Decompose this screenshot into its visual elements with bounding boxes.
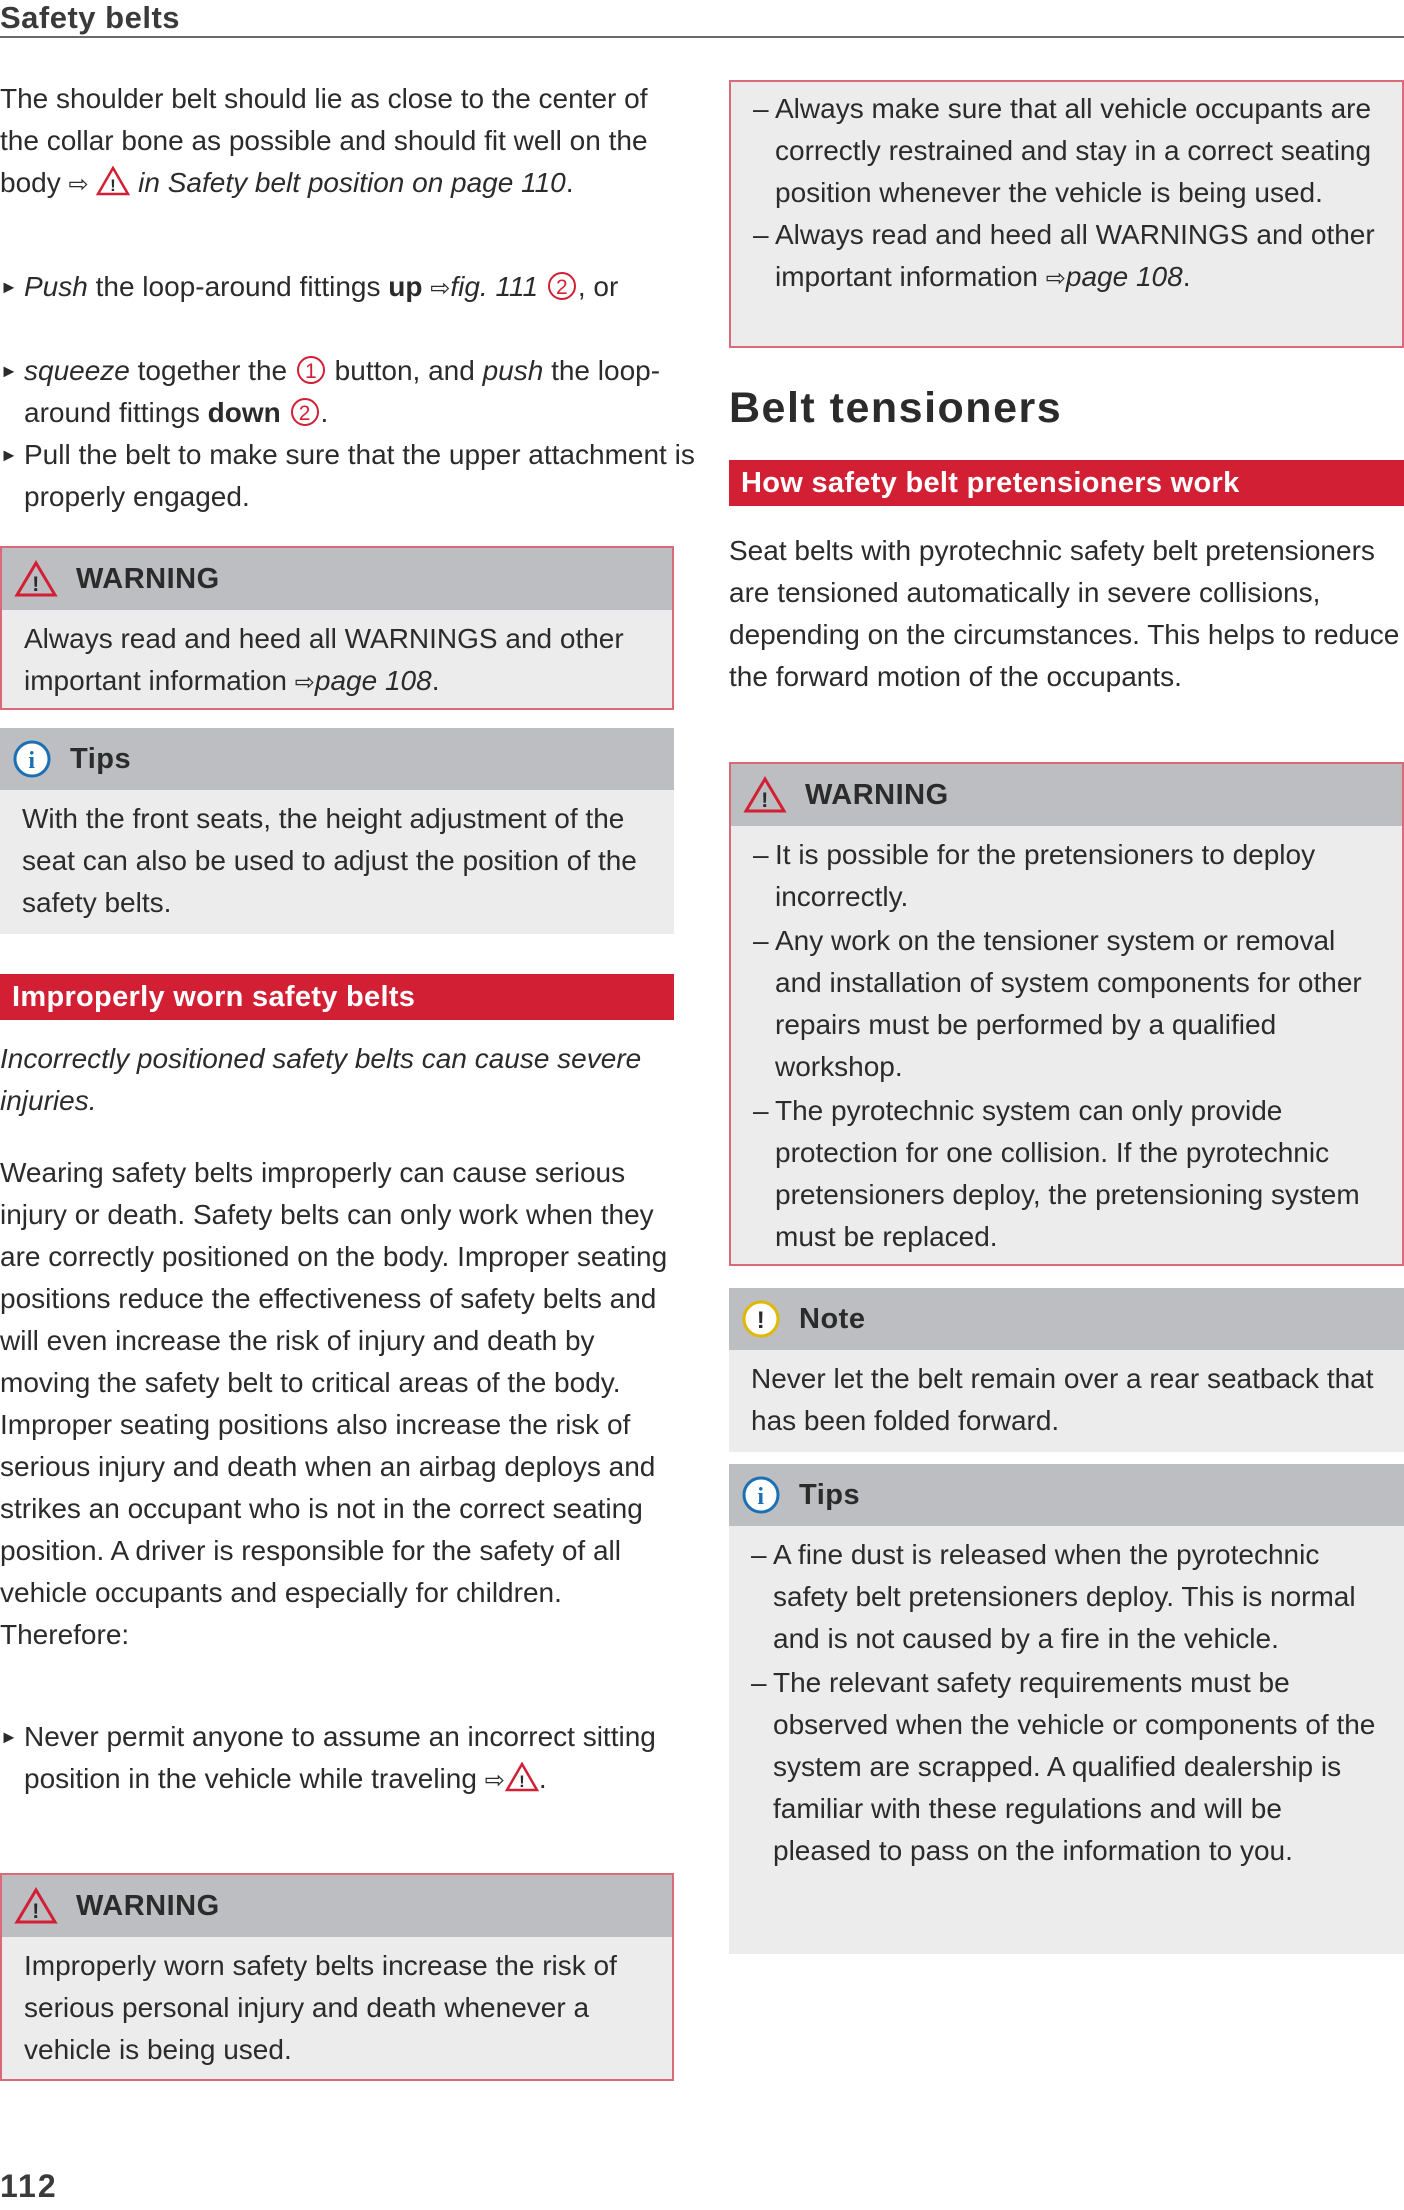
step1-verb: Push: [24, 271, 88, 302]
tips-title: Tips: [70, 742, 132, 775]
cont-item2-text: Always read and heed all WARNINGS and other important information: [775, 219, 1375, 292]
warning-triangle-icon: [14, 1887, 58, 1925]
step2-text2: button, and: [326, 355, 483, 386]
tips-box-body: [729, 1526, 1404, 1882]
list-item: – It is possible for the pretensioners to deploy incorrectly.: [753, 839, 1316, 912]
step2-text: together the: [129, 355, 295, 386]
note-text: Never let the belt remain over a rear seatback that has been folded forward.: [751, 1363, 1374, 1436]
svg-text:!: !: [110, 176, 117, 195]
step2-verb2: push: [482, 355, 544, 386]
list-item: – Always make sure that all vehicle occupants are correctly restrained and stay in a correct seating position whenever the vehicle is being used.: [753, 93, 1372, 208]
warning-triangle-icon: [505, 1762, 539, 1792]
warning-box-2: [0, 1873, 674, 2081]
warning-item-text: Any work on the tensioner system or removal and installation of system components for other repairs must be performed by a qualified workshop.: [775, 925, 1362, 1082]
warning-title: WARNING: [805, 778, 949, 811]
tips-text: With the front seats, the height adjustment of the seat can also be used to adjust the position of the safety belts.: [22, 803, 637, 918]
svg-text:!: !: [756, 1307, 766, 1334]
tips-item-text: A fine dust is released when the pyrotechnic safety belt pretensioners deploy. This is normal and is not caused by a fire in the vehicle.: [773, 1539, 1356, 1654]
cont-page-ref[interactable]: page 108: [1065, 261, 1183, 292]
warning1-end: .: [431, 665, 440, 696]
svg-text:i: i: [757, 1484, 765, 1510]
step2-post: .: [320, 397, 329, 428]
section-title-improper: Improperly worn safety belts: [0, 974, 674, 1020]
warning-continued-box: [729, 80, 1404, 348]
callout-2-icon: 2: [291, 398, 319, 426]
warning-triangle-icon: [743, 776, 787, 814]
never-permit-bullet: ► Never permit anyone to assume an incorrect sitting position in the vehicle while traveling ⇨ ! .: [0, 1716, 698, 1802]
tips-box-header: [729, 1464, 1404, 1526]
caution-circle-icon: [741, 1299, 781, 1339]
info-icon: [12, 739, 52, 779]
ref-arrow-icon: ⇨: [1045, 265, 1066, 292]
list-item: – Any work on the tensioner system or removal and installation of system components for other repairs must be performed by a qualified workshop.: [753, 925, 1362, 1082]
intro-paragraph: [0, 78, 674, 206]
warning1-text: Always read and heed all WARNINGS and other important information: [24, 623, 624, 696]
step3-text: Pull the belt to make sure that the upper attachment is properly engaged.: [24, 439, 695, 512]
cont-item1-text: Always make sure that all vehicle occupants are correctly restrained and stay in a correct seating position whenever the vehicle is being used.: [775, 93, 1372, 208]
svg-text:!: !: [518, 1772, 525, 1791]
warning-triangle-icon: [14, 560, 58, 598]
header-rule: [0, 36, 1404, 38]
bullet-text: Never permit anyone to assume an incorrect sitting position in the vehicle while traveling: [24, 1721, 656, 1794]
tips-box-body: [0, 790, 674, 934]
intro-text: The shoulder belt should lie as close to the center of the collar bone as possible and should fit well on the body: [0, 83, 648, 198]
step1-post: , or: [577, 271, 619, 302]
warning-item-text: It is possible for the pretensioners to deploy incorrectly.: [775, 839, 1316, 912]
step1-text: the loop-around fittings: [87, 271, 389, 302]
svg-text:!: !: [32, 1900, 40, 1923]
list-item: – Always read and heed all WARNINGS and other important information ⇨page 108.: [753, 219, 1375, 292]
section-body: Wearing safety belts improperly can cause serious injury or death. Safety belts can only work when they are correctly positioned on the body. Improper seating positions reduce the effectiveness of safety belts and will even increase the risk of injury and death by moving the safety belt to critical areas of the body. Improper seating positions also increase the risk of serious injury and death when an airbag deploys and strikes an occupant who is not in the correct seating position. A driver is responsible for the safety of all vehicle occupants and especially for children. Therefore:: [0, 1157, 668, 1650]
cont-end: .: [1182, 261, 1191, 292]
ref-arrow-icon: ⇨: [294, 669, 315, 696]
tips-box-right: [729, 1464, 1404, 1954]
bullet-arrow-icon: ►: [0, 1727, 18, 1747]
bullet-arrow-icon: ►: [0, 277, 18, 297]
step-push-up: [0, 266, 698, 310]
warning-box-1: [0, 546, 674, 710]
step1-bold: up: [388, 271, 423, 302]
bullet-arrow-icon: ►: [0, 361, 18, 381]
warning-title: WARNING: [76, 562, 220, 595]
tips-box-header: [0, 728, 674, 790]
warning-text: [24, 618, 650, 704]
step2-text3: the loop-around fittings: [24, 355, 661, 428]
ref-arrow-icon: ⇨: [430, 275, 451, 302]
running-header: Safety belts: [0, 0, 181, 35]
warning-title: WARNING: [76, 1889, 220, 1922]
page-title-belt-tensioners: Belt tensioners: [729, 384, 1063, 432]
step1-fig-ref[interactable]: fig. 111: [450, 271, 539, 302]
bullet-arrow-icon: ►: [0, 445, 18, 465]
list-item: – The pyrotechnic system can only provide protection for one collision. If the pyrotechnic pretensioners deploy, the pretensioning system must be replaced.: [753, 1095, 1360, 1252]
intro-link[interactable]: in Safety belt position on page 110: [138, 167, 566, 198]
section-lead: Incorrectly positioned safety belts can cause severe injuries.: [0, 1043, 642, 1116]
step-pull-belt: [0, 434, 698, 518]
tips-box-1: [0, 728, 674, 928]
callout-1-icon: 1: [297, 356, 325, 384]
note-box: [729, 1288, 1404, 1440]
warning1-page-ref[interactable]: page 108: [314, 665, 432, 696]
pretensioner-intro: Seat belts with pyrotechnic safety belt pretensioners are tensioned automatically in severe collisions, depending on the circumstances. This helps to reduce the forward motion of the occupants.: [729, 535, 1400, 692]
svg-text:!: !: [32, 573, 40, 596]
list-item: – The relevant safety requirements must be observed when the vehicle or components of the system are scrapped. A qualified dealership is familiar with these regulations and will be pleased to pass on the information to you.: [751, 1667, 1376, 1866]
warning2-text: Improperly worn safety belts increase the risk of serious personal injury and death whenever a vehicle is being used.: [24, 1950, 617, 2065]
step-squeeze-down: [0, 350, 698, 434]
info-icon: [741, 1475, 781, 1515]
note-title: Note: [799, 1302, 866, 1335]
ref-arrow-icon: ⇨: [68, 171, 89, 198]
warning-box-body: [2, 1937, 672, 2079]
warning-box-right: [729, 762, 1404, 1266]
warning-box-body: [731, 826, 1402, 1264]
warning-item-text: The pyrotechnic system can only provide protection for one collision. If the pyrotechnic pretensioners deploy, the pretensioning system must be replaced.: [775, 1095, 1360, 1252]
list-item: – A fine dust is released when the pyrotechnic safety belt pretensioners deploy. This is normal and is not caused by a fire in the vehicle.: [751, 1539, 1356, 1654]
intro-end: .: [565, 167, 574, 198]
ref-arrow-icon: ⇨: [484, 1767, 505, 1794]
svg-text:i: i: [28, 748, 36, 774]
warning-box-header: [731, 764, 1402, 826]
tips-item-text: The relevant safety requirements must be observed when the vehicle or components of the system are scrapped. A qualified dealership is familiar with these regulations and will be pleased to pass on the information to you.: [773, 1667, 1376, 1866]
note-box-header: [729, 1288, 1404, 1350]
warning-continued-body: [731, 82, 1402, 346]
warning-triangle-icon: [96, 166, 130, 196]
warning-box-body: [2, 610, 672, 708]
callout-2-icon: 2: [548, 272, 576, 300]
section-title-pretensioners: How safety belt pretensioners work: [729, 460, 1404, 506]
step2-verb: squeeze: [24, 355, 130, 386]
warning-box-header: [2, 548, 672, 610]
svg-text:!: !: [761, 789, 769, 812]
warning-box-header: [2, 1875, 672, 1937]
step2-bold: down: [207, 397, 281, 428]
page-number: 112: [0, 2168, 58, 2204]
tips-title: Tips: [799, 1478, 861, 1511]
note-box-body: [729, 1350, 1404, 1452]
